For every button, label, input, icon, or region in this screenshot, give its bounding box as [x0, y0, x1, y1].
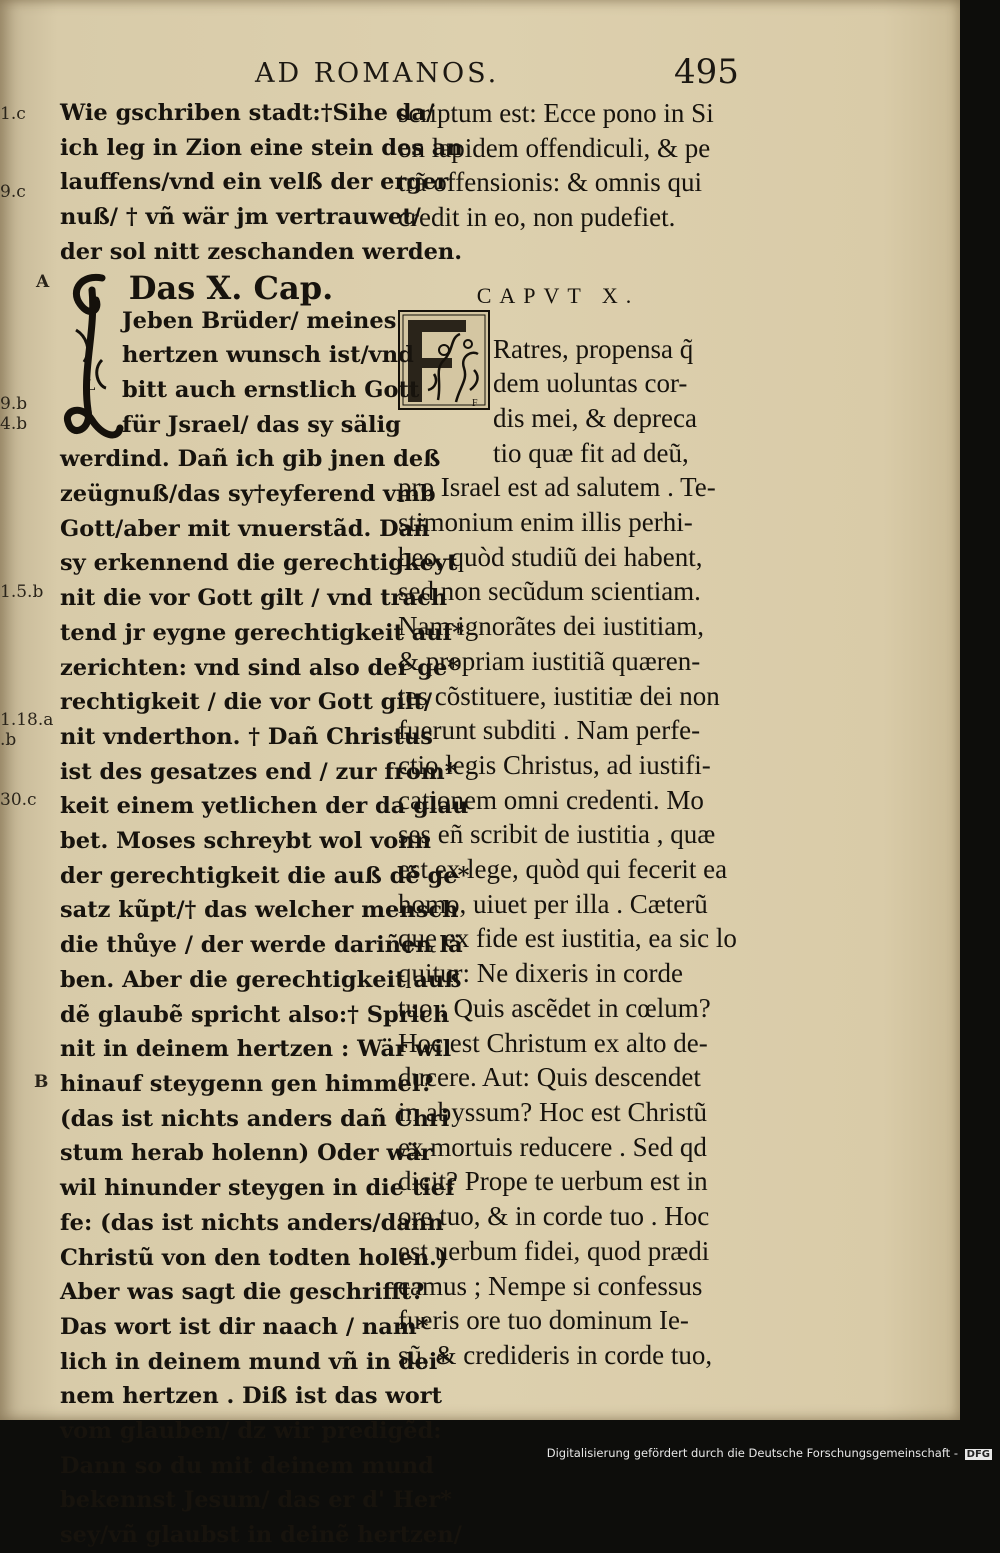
- text-line: Gott/aber mit vnuerstãd. Dañ: [60, 515, 430, 542]
- text-line: hinauf steygenn gen himmel?: [60, 1070, 434, 1097]
- text-line: (das ist nichts anders dañ Chri: [60, 1105, 450, 1132]
- margin-note: 1.c: [0, 104, 26, 124]
- margin-note: 30.c: [0, 790, 37, 810]
- text-line: tuo : Quis ascẽdet in cœlum?: [398, 992, 711, 1023]
- text-line: fuerunt subditi . Nam perfe-: [398, 715, 701, 746]
- text-line: quitur: Ne dixeris in corde: [398, 958, 683, 989]
- text-line: stimonium enim illis perhi-: [398, 507, 693, 538]
- text-line: ore tuo, & in corde tuo . Hoc: [398, 1201, 710, 1232]
- text-line: trã offensionis: & omnis qui: [398, 167, 702, 198]
- text-line: Das wort ist dir naach / nam*: [60, 1313, 429, 1340]
- text-line: nit die vor Gott gilt / vnd trach: [60, 585, 448, 612]
- margin-note: 1.5.b: [0, 582, 44, 602]
- text-line: vom glauben/ dz wir predigẽd:: [60, 1418, 442, 1445]
- text-line: sed non secũdum scientiam.: [398, 576, 701, 607]
- text-line: sy erkennend die gerechtigkeyt: [60, 550, 458, 577]
- text-line: Hoc est Christum ex alto de-: [398, 1027, 708, 1058]
- text-line: quę ex fide est iustitia, ea sic lo: [398, 923, 737, 954]
- margin-note: 9.b: [0, 394, 28, 414]
- margin-note: A: [36, 272, 50, 292]
- text-line: dis mei, & depreca: [493, 402, 697, 433]
- margin-note: 9.c: [0, 182, 26, 202]
- text-line: dicit? Prope te uerbum est in: [398, 1166, 708, 1197]
- text-line: rechtigkeit / die vor Gott gilt/: [60, 689, 433, 716]
- text-line: der sol nitt zeschanden werden.: [60, 238, 463, 265]
- text-line: Aber was sagt die geschrifft?: [60, 1279, 425, 1306]
- text-line: & propriam iustitiã quæren-: [398, 645, 701, 676]
- text-line: keit einem yetlichen der da glau: [60, 793, 469, 820]
- text-line: ctio legis Christus, ad iustifi-: [398, 749, 711, 780]
- text-line: sũ, & credideris in corde tuo,: [398, 1339, 713, 1370]
- text-line: bitt auch ernstlich Gott: [122, 376, 420, 403]
- text-line: zeügnuß/das sy†eyferend vmb: [60, 481, 436, 508]
- margin-note: 1.18.a: [0, 710, 54, 730]
- latin-column: [398, 96, 737, 1373]
- text-line: für Jsrael/ das sy sälig: [122, 411, 401, 438]
- dfg-logo: DFG: [966, 1449, 990, 1460]
- text-line: ex mortuis reducere . Sed qd: [398, 1131, 707, 1162]
- text-line: beo, quòd studiũ dei habent,: [398, 541, 703, 572]
- text-line: bet. Moses schreybt wol vonn: [60, 828, 431, 855]
- text-line: Ratres, propensa q̃: [493, 333, 694, 364]
- text-line: credit in eo, non pudefiet.: [398, 202, 676, 233]
- text-line: ses eñ scribit de iustitia , quæ: [398, 819, 716, 850]
- text-line: der gerechtigkeit die auß dẽ ge*: [60, 862, 470, 889]
- text-line: scriptum est: Ecce pono in Si: [398, 98, 714, 128]
- margin-note: .b: [0, 730, 17, 750]
- page-number: 495: [674, 52, 739, 92]
- text-line: wil hinunder steygen in die tief: [60, 1175, 455, 1202]
- text-line: est ex lege, quòd qui fecerit ea: [398, 854, 728, 885]
- text-line: tio quæ fit ad deũ,: [493, 437, 689, 468]
- text-line: ben. Aber die gerechtigkeit auß: [60, 966, 462, 993]
- text-line: cationem omni credenti. Mo: [398, 784, 704, 815]
- margin-note: 4.b: [0, 414, 28, 434]
- text-line: Wie gschriben stadt:†Sihe da/: [60, 100, 435, 126]
- text-line: tend jr eygne gerechtigkeit auf*: [60, 619, 465, 646]
- text-line: dẽ glaubẽ spricht also:† Sprich: [60, 1001, 450, 1028]
- text-line: bekennst Jesum/ das er d' Her*: [60, 1487, 452, 1514]
- text-line: nit in deinem hertzen : Wär wil: [60, 1036, 452, 1063]
- german-column: [60, 96, 470, 1553]
- initial-letter: L: [86, 378, 96, 394]
- text-line: sey/vñ glaubst in deinẽ hertzen/: [60, 1522, 462, 1549]
- initial-letter: F: [472, 398, 478, 409]
- text-line: satz kũpt/† das welcher mensch: [60, 897, 459, 924]
- text-line: die thůye / der werde dariñen lä: [60, 932, 463, 959]
- text-line: Nam ignorãtes dei iustitiam,: [398, 611, 704, 642]
- text-line: ist des gesatzes end / zur from*: [60, 758, 457, 785]
- text-line: in abyssum? Hoc est Christũ: [398, 1096, 707, 1127]
- text-line: fe: (das ist nichts anders/dann: [60, 1209, 444, 1236]
- text-line: pro Israel est ad salutem . Te-: [398, 472, 716, 503]
- text-line: Dann so du mit deinem mund: [60, 1452, 434, 1479]
- running-title: AD ROMANOS.: [255, 58, 500, 89]
- text-line: ich leg in Zion eine stein des an: [60, 134, 463, 161]
- text-line: hertzen wunsch ist/vnd: [122, 342, 414, 369]
- text-line: Christũ von den todten holen.): [60, 1244, 448, 1271]
- text-line: stum herab holenn) Oder wär: [60, 1140, 433, 1167]
- text-line: camus ; Nempe si confessus: [398, 1270, 703, 1301]
- text-line: ducere. Aut: Quis descendet: [398, 1062, 701, 1093]
- text-line: werdind. Dañ ich gib jnen deß: [60, 446, 441, 473]
- text-line: zerichten: vnd sind also der ge*: [60, 654, 460, 681]
- text-line: lich in deinem mund vñ in dei*: [60, 1348, 450, 1375]
- text-line: nit vnderthon. † Dañ Christus: [60, 723, 433, 750]
- text-line: homo, uiuet per illa . Cæterũ: [398, 888, 708, 919]
- margin-note: B: [34, 1072, 49, 1092]
- credit-text: Digitalisierung gefördert durch die Deutsche Forschungsgemeinschaft -: [546, 1446, 958, 1460]
- text-line: est uerbum fidei, quod prædi: [398, 1235, 710, 1266]
- text-line: lauffens/vnd ein velß der erger: [60, 169, 449, 196]
- text-line: Jeben Brüder/ meines: [122, 307, 397, 334]
- text-line: tes cõstituere, iustitiæ dei non: [398, 680, 720, 711]
- text-line: fueris ore tuo dominum Ie-: [398, 1305, 689, 1336]
- text-line: nem hertzen . Diß ist das wort: [60, 1383, 443, 1410]
- text-line: nuß/ † vñ wär jm vertrauwet/: [60, 204, 421, 231]
- chapter-heading: CAPVT X.: [476, 282, 640, 308]
- text-line: dem uoluntas cor-: [493, 368, 688, 399]
- text-line: on lapidem offendiculi, & pe: [398, 132, 711, 163]
- chapter-heading: Das X. Cap.: [128, 268, 334, 307]
- digitization-credit: [547, 1446, 992, 1460]
